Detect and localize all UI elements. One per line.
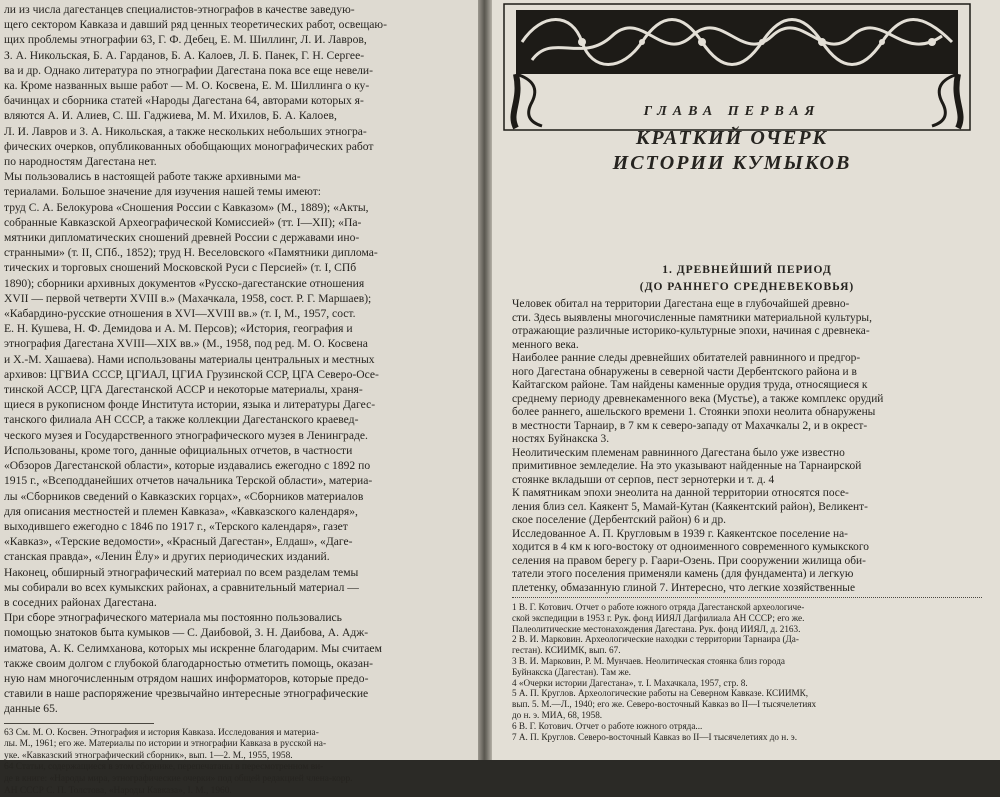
text-line: 1915 г., «Всеподданейших отчетов начальника Терской области», материа- xyxy=(4,474,373,488)
text-line: Человек обитал на территории Дагестана еще в глубочайшей древно- xyxy=(512,298,850,310)
text-line: бачинцах и сборника статей «Народы Дагестана 64, авторами которых я- xyxy=(4,94,364,108)
text-line: труд С. А. Белокурова «Сношения России с Кавказом» (М., 1889); «Акты, xyxy=(4,200,369,214)
book-gutter xyxy=(478,0,492,760)
text-line: и Х.-М. Хашаева). Нами использованы материалы центральных и местных xyxy=(4,352,375,366)
text-line: архивов: ЦГВИА СССР, ЦГИАЛ, ЦГИА Грузинской ССР, ЦГА Северо-Осе- xyxy=(4,367,379,381)
text-line: Л. И. Лавров и З. А. Никольская, а также нескольких небольших этногра- xyxy=(4,124,367,138)
text-line: «Обзоров Дагестанской области», которые издавались ежегодно с 1892 по xyxy=(4,459,371,473)
chapter-title-line-1: КРАТКИЙ ОЧЕРК xyxy=(635,127,829,149)
text-line: среднему периоду древнекаменного века (Мустье), а также комплекс орудий xyxy=(512,392,884,405)
text-line: К памятникам эпохи энеолита на данной территории относятся посе- xyxy=(512,487,849,499)
text-line: ставили в наше распоряжение чрезвычайно интересные этнографические xyxy=(4,687,369,701)
text-line: 1890); сборники архивных документов «Русско-дагестанские отношения xyxy=(4,276,365,290)
text-line: данные 65. xyxy=(4,702,58,716)
text-line: в местности Тарнаир, в 7 км к северо-западу от Махачкалы 2, и в окрест- xyxy=(512,419,868,432)
footnote-line: 7 А. П. Круглов. Северо-восточный Кавказ во II—I тысячелетиях до н. э. xyxy=(512,731,798,742)
text-line: Е. Н. Кушева, Н. Ф. Демидова и А. М. Персов); «История, география и xyxy=(4,322,353,336)
text-line: примитивное земледелие. На это указывают найденные на Тарнаирской xyxy=(512,460,862,472)
footnote-line: ской экспедиции в 1953 г. Рук. фонд ИИЯЛ Дагфилиала АН СССР; его же. xyxy=(512,612,805,623)
footnote-line: де в книге: «Народы мира, этнографические очерки» под общей редакцией члена-корр. xyxy=(4,773,353,784)
footnote-line: 5 А. П. Круглов. Археологические работы на Северном Кавказе. КСИИМК, xyxy=(512,688,809,699)
footnote-line: лы. М., 1961; его же. Материалы по истории и этнографии Кавказа в русской на- xyxy=(4,739,327,750)
text-line: ческого музея и Государственного этнографического музея в Ленинграде. xyxy=(4,428,368,442)
text-line: З. А. Никольская, Б. А. Гарданов, Б. А. Калоев, Л. Б. Панек, Г. Н. Сергее- xyxy=(4,48,365,62)
text-line: ское поселение (Дербентский район) 6 и др. xyxy=(512,514,727,526)
footnote-rule xyxy=(4,723,154,724)
right-page xyxy=(492,0,1000,760)
text-line: по народностям Дагестана нет. xyxy=(4,155,157,169)
text-line: для описания местностей и племен Кавказа», «Кавказского календаря», xyxy=(4,504,358,518)
footnote-line: 3 В. И. Марковин, Р. М. Мунчаев. Неолитическая стоянка близ города xyxy=(512,655,785,666)
section-title-line-2: (ДО РАННЕГО СРЕДНЕВЕКОВЬЯ) xyxy=(639,281,855,293)
text-line: ли из числа дагестанцев специалистов-этнографов в качестве заведую- xyxy=(4,3,355,16)
text-line: При сборе этнографического материала мы постоянно пользовались xyxy=(4,611,342,625)
text-line: тических и торговых сношений Московской Руси с Персией» (т. I, СПб xyxy=(4,261,357,275)
footnote-line: 2 В. И. Марковин. Археологические находки с территории Тарнаира (Да- xyxy=(512,634,799,645)
footnote-line: Буйнакска (Дагестан). Там же. xyxy=(512,666,631,677)
text-line: ва и др. Однако литература по этнографии Дагестана пока все еще невели- xyxy=(4,63,373,77)
text-line: мятники дипломатических сношений древней России с державами ино- xyxy=(4,231,360,245)
text-line: ного Дагестана обнаружены в северной части Дербентского района и в xyxy=(512,365,857,378)
text-line: Наиболее ранние следы древнейших обитателей равнинного и предгор- xyxy=(512,352,861,364)
text-line: ностях Буйнакска 3. xyxy=(512,433,610,445)
text-line: более раннего, ашельского времени 1. Стоянки эпохи неолита обнаружены xyxy=(512,406,876,418)
text-line: сти. Здесь выявлены многочисленные памятники материальной культуры, xyxy=(512,311,872,324)
section-title-line-1: 1. ДРЕВНЕЙШИЙ ПЕРИОД xyxy=(662,264,832,276)
text-line: лы «Сборников сведений о Кавказских горцах», «Сборников материалов xyxy=(4,489,364,503)
text-line: станская правда», «Ленин Ëлу» и других периодических изданий. xyxy=(4,550,330,564)
text-line: этнография Дагестана XVIII—XIX вв.» (М., 1958, под ред. М. О. Косвена xyxy=(4,337,368,351)
text-line: щего сектором Кавказа и давший ряд ценных теоретических работ, освещаю- xyxy=(4,18,387,32)
right-body-text xyxy=(512,298,982,595)
text-line: в соседних районах Дагестана. xyxy=(4,595,157,609)
text-line: Кайтагском районе. Там найдены каменные орудия труда, относящиеся к xyxy=(512,379,868,391)
footnote-line: АН СССР С. П. Толстова, «Народы Кавказа», I. М., 1960. xyxy=(4,785,232,796)
footnote-line: гестан). КСИИМК, вып. 67. xyxy=(512,645,621,656)
footnote-line: вып. 5. М.—Л., 1940; его же. Северо-восточный Кавказ во II—I тысячелетиях xyxy=(512,699,817,710)
chapter-title xyxy=(582,126,882,176)
footnote-separator xyxy=(512,597,982,598)
text-line: выходившего ежегодно с 1846 по 1917 г., «Терского календаря», газет xyxy=(4,519,348,533)
right-footnotes xyxy=(512,602,982,742)
text-line: Исследованное А. П. Кругловым в 1939 г. Каякентское поселение на- xyxy=(512,527,848,540)
footnote-line: Палеолитические местонахождения Дагестана. Рук. фонд ИИЯЛ, д. 2163. xyxy=(512,623,801,634)
footnote-line: 63 См. М. О. Косвен. Этнография и история Кавказа. Исследования и материа- xyxy=(4,727,319,738)
chapter-title-line-2: ИСТОРИИ КУМЫКОВ xyxy=(612,152,852,174)
text-line: вляются А. И. Алиев, С. Ш. Гаджиева, М. М. Ихилов, Б. А. Калоев, xyxy=(4,109,337,123)
text-line: помощью знатоков быта кумыков — С. Даибовой, З. Н. Даибова, А. Адж- xyxy=(4,626,369,640)
text-line: мы собирали во всех кумыкских районах, а сравнительный материал — xyxy=(4,580,359,594)
text-line: ления близ сел. Каякент 5, Мамай-Кутан (Каякентский район), Великент- xyxy=(512,500,868,513)
footnote-line: 1 В. Г. Котович. Отчет о работе южного отряда Дагестанской археологиче- xyxy=(512,602,805,612)
left-footnotes xyxy=(4,728,474,797)
text-line: тинской АССР, ЦГА Дагестанской АССР и некоторые материалы, храня- xyxy=(4,383,363,397)
text-line: Неолитическим племенам равнинного Дагестана было уже известно xyxy=(512,446,845,459)
text-line: селения на правом берегу р. Гаари-Озень. При сооружении жилища оби- xyxy=(512,554,866,567)
text-line: отражающие различные историко-культурные эпохи, начиная с древнека- xyxy=(512,325,870,337)
text-line: менного века. xyxy=(512,338,579,351)
text-line: ную нам многочисленным отрядом наших информаторов, которые предо- xyxy=(4,671,369,685)
footnote-line: 4 «Очерки истории Дагестана», т. I. Махачкала, 1957, стр. 8. xyxy=(512,677,748,688)
text-line: Наконец, обширный этнографический материал по всем разделам темы xyxy=(4,565,359,579)
left-text-column xyxy=(4,2,474,797)
text-line: плетенку, обмазанную глиной 7. Интересно, что легкие хозяйственные xyxy=(512,581,856,594)
text-line: Использованы, кроме того, данные официальных отчетов, в частности xyxy=(4,443,353,457)
text-line: Мы пользовались в настоящей работе также архивными ма- xyxy=(4,170,301,184)
text-line: териалами. Большое значение для изучения нашей темы имеют: xyxy=(4,185,322,199)
text-line: ка. Кроме названных выше работ — М. О. Косвена, Е. М. Шиллинга о ку- xyxy=(4,79,370,93)
text-line: танского филиала АН СССР, а также коллекции Дагестанского краевед- xyxy=(4,413,359,427)
footnote-line: 64 Статьи, содержащиеся в этом сборнике, перепечатаны в пересмотренном ви- xyxy=(4,762,324,773)
footnote-line: 6 В. Г. Котович. Отчет о работе южного отряда... xyxy=(512,720,703,731)
text-line: ходится в 4 км к юго-востоку от одноименного современного кумыкского xyxy=(512,541,869,553)
text-line: «Кавказ», «Терские ведомости», «Красный Дагестан», Елдаш», «Даге- xyxy=(4,535,353,549)
left-page xyxy=(0,0,478,796)
text-line: «Кабардино-русские отношения в XVI—XVIII вв.» (т. I, М., 1957, сост. xyxy=(4,307,356,321)
text-line: иматова, А. К. Селимханова, которых мы искренне благодарим. Мы считаем xyxy=(4,641,382,655)
text-line: странными» (т. II, СПб., 1852); труд Н. Веселовского «Памятники диплома- xyxy=(4,246,378,260)
chapter-label: ГЛАВА ПЕРВАЯ xyxy=(643,104,821,119)
text-line: также своим долгом с глубокой благодарностью отметить помощь, оказан- xyxy=(4,656,374,670)
text-line: собранные Кавказской Археографической Комиссией» (тт. I—XII); «Па- xyxy=(4,215,362,229)
text-line: щих проблемы этнографии 63, Г. Ф. Дебец, Е. М. Шиллинг, Л. И. Лавров, xyxy=(4,33,367,47)
footnote-line: уке. «Кавказский этнографический сборник», вып. 1—2. М., 1955, 1958. xyxy=(4,750,293,761)
text-line: фических очерков, опубликованных обобщающих монографических работ xyxy=(4,139,374,153)
footnote-line: до н. э. МИА, 68, 1958. xyxy=(512,709,603,720)
text-line: щиеся в рукописном фонде Института истории, языка и литературы Дагес- xyxy=(4,398,376,412)
right-text-column xyxy=(512,298,982,742)
text-line: стоянке вкладыши от серпов, пест зернотерки и т. д. 4 xyxy=(512,473,775,486)
text-line: XVII — первой четверти XVIII в.» (Махачкала, 1958, сост. Р. Г. Маршаев); xyxy=(4,291,372,305)
left-body-text xyxy=(4,2,474,717)
section-heading xyxy=(512,262,982,296)
text-line: татели этого поселения применяли камень (для фундамента) и легкую xyxy=(512,568,854,580)
